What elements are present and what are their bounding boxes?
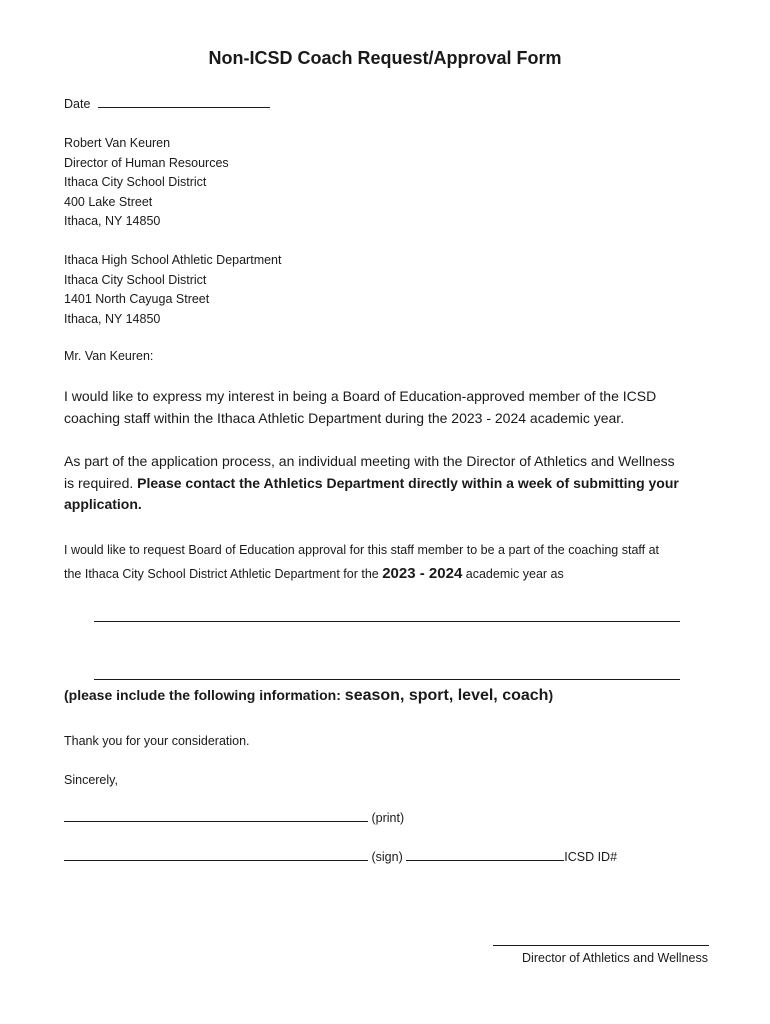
icsd-id-field[interactable] — [406, 848, 564, 861]
sign-label: (sign) — [371, 850, 403, 864]
print-label: (print) — [371, 811, 405, 825]
process-paragraph — [64, 451, 679, 516]
print-row — [64, 809, 404, 829]
department-line: 1401 North Cayuga Street — [64, 292, 210, 306]
paragraph-line: As part of the application process, an individual meeting with the Director of Athletics and Wellness — [64, 453, 675, 469]
paragraph-line: coaching staff within the Ithaca Athletic Department during the 2023 - 2024 academic year. — [64, 409, 625, 426]
contact-notice: application. — [64, 496, 142, 512]
paragraph-text: is required. — [64, 474, 134, 491]
recipient-line: 400 Lake Street — [64, 194, 153, 209]
instruction-suffix: ) — [548, 687, 554, 703]
paragraph-line: I would like to express my interest in being a Board of Education-approved member of the ICSD — [64, 388, 657, 404]
position-field-1[interactable] — [94, 621, 680, 622]
instruction-fields: season, sport, level, coach — [344, 687, 549, 704]
salutation: Mr. Van Keuren: — [64, 349, 154, 363]
director-title: Director of Athletics and Wellness — [522, 951, 708, 965]
department-address — [64, 251, 281, 329]
interest-paragraph — [64, 386, 656, 429]
department-line: Ithaca High School Athletic Department — [64, 253, 282, 267]
director-signature-field[interactable] — [493, 945, 709, 946]
recipient-line: Ithaca City School District — [64, 175, 207, 189]
date-row — [64, 95, 270, 115]
instruction-prefix: (please include the following information: — [64, 687, 341, 703]
recipient-line: Director of Human Resources — [64, 155, 229, 170]
request-paragraph — [64, 538, 659, 586]
department-line: Ithaca, NY 14850 — [64, 311, 161, 326]
position-field-2[interactable] — [94, 679, 680, 680]
sign-row — [64, 848, 617, 868]
recipient-line: Robert Van Keuren — [64, 136, 171, 150]
academic-year: 2023 - 2024 — [382, 565, 463, 582]
date-field[interactable] — [98, 95, 270, 108]
department-line: Ithaca City School District — [64, 272, 207, 287]
date-label: Date — [64, 97, 91, 111]
instruction-line — [64, 683, 553, 708]
sincerely-text: Sincerely, — [64, 773, 118, 787]
page-title: Non-ICSD Coach Request/Approval Form — [208, 48, 562, 68]
print-name-field[interactable] — [64, 809, 368, 822]
paragraph-line: I would like to request Board of Education approval for this staff member to be a part of the coaching staff at — [64, 543, 660, 557]
paragraph-text: academic year as — [465, 567, 564, 581]
paragraph-text: the Ithaca City School District Athletic Department for the — [64, 567, 379, 581]
recipient-address — [64, 134, 229, 232]
thanks-text: Thank you for your consideration. — [64, 734, 250, 748]
contact-notice: Please contact the Athletics Department directly within a week of submitting your — [137, 474, 679, 491]
icsd-id-label: ICSD ID# — [564, 850, 618, 864]
signature-field[interactable] — [64, 848, 368, 861]
recipient-line: Ithaca, NY 14850 — [64, 214, 161, 228]
